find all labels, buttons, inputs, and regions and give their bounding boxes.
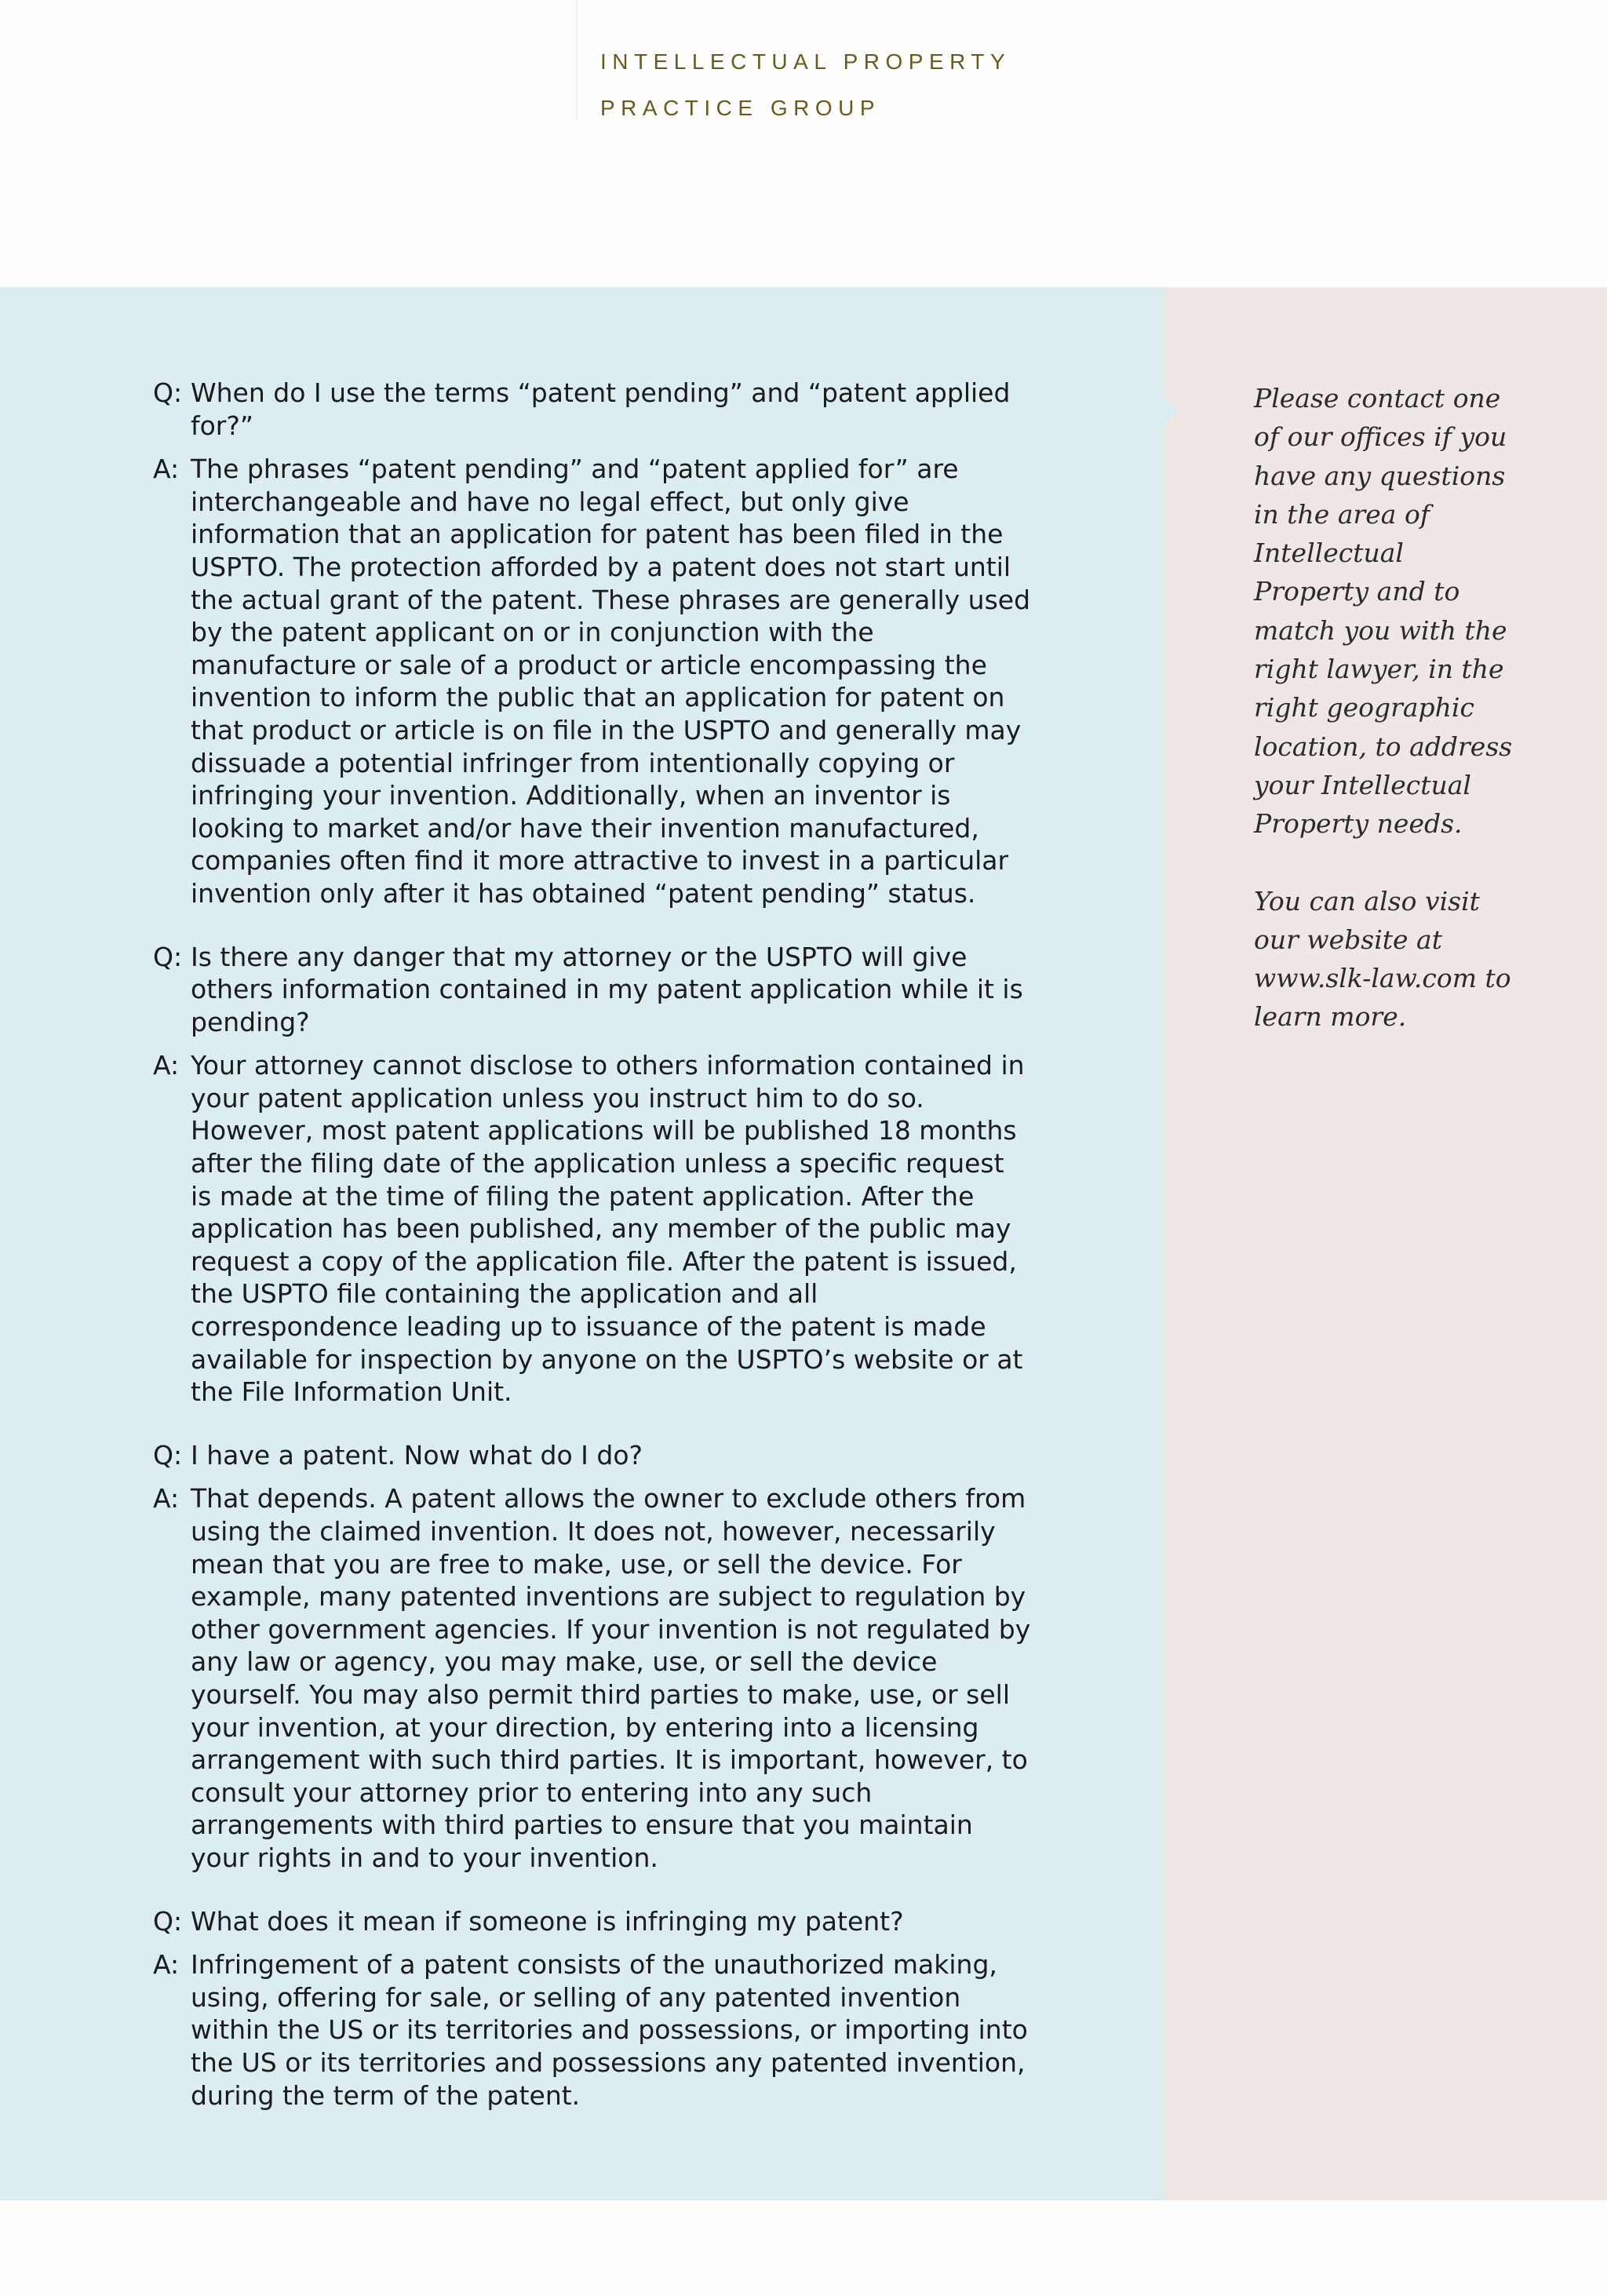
faq-question bbox=[153, 941, 1032, 1039]
answer-prefix: A: bbox=[153, 1949, 180, 1981]
sidebar-pointer bbox=[1164, 396, 1179, 425]
faq-item bbox=[153, 941, 1032, 1409]
faq-question bbox=[153, 1439, 1032, 1472]
answer-text: Your attorney cannot disclose to others information contained in your patent application unless you instruct him to do so. However, most patent applications will be published 18 months after the filing date of the application unless a specific request is made at the time of filing the patent application. After the application has been published, any member of the public may request a copy of the application file. After the patent is issued, the USPTO file containing the application and all correspondence leading up to issuance of the patent is made available for inspection by anyone on the USPTO’s website or at the File Information Unit. bbox=[191, 1050, 1025, 1408]
faq-question bbox=[153, 377, 1032, 442]
question-text: When do I use the terms “patent pending” and “patent applied for?” bbox=[191, 377, 1011, 441]
faq-answer bbox=[153, 1482, 1032, 1874]
answer-prefix: A: bbox=[153, 1050, 180, 1081]
header-line-2: PRACTICE GROUP bbox=[600, 96, 881, 120]
question-prefix: Q: bbox=[153, 1439, 183, 1471]
faq-item bbox=[153, 377, 1032, 910]
header-line-1: INTELLECTUAL PROPERTY bbox=[600, 49, 1011, 74]
question-prefix: Q: bbox=[153, 377, 183, 408]
sidebar-contact-text: Please contact one of our offices if you have any questions in the area of Intellectual Property and to match you with the right lawyer, in the right geographic location, to address your Intellectual Property needs. bbox=[1254, 383, 1513, 840]
sidebar-text bbox=[1254, 379, 1513, 1075]
question-text: I have a patent. Now what do I do? bbox=[191, 1439, 643, 1471]
answer-text: Infringement of a patent consists of the unauthorized making, using, offering for sale, or selling of any patented invention within the US or its territories and possessions, or importing into the US or its territories and possessions any patented invention, during the term of the patent. bbox=[191, 1949, 1028, 2111]
answer-text: That depends. A patent allows the owner to exclude others from using the claimed invention. It does not, however, necessarily mean that you are free to make, use, or sell the device. For example, many patented inventions are subject to regulation by other government agencies. If your invention is not regulated by any law or agency, you may make, use, or sell the device yourself. You may also permit third parties to make, use, or sell your invention, at your direction, by entering into a licensing arrangement with such third parties. It is important, however, to consult your attorney prior to entering into any such arrangements with third parties to ensure that you maintain your rights in and to your invention. bbox=[191, 1483, 1031, 1873]
question-prefix: Q: bbox=[153, 1905, 183, 1937]
sidebar-website-text: You can also visit our website at www.slk-law.com to learn more. bbox=[1254, 885, 1511, 1033]
header-divider bbox=[576, 0, 578, 119]
question-prefix: Q: bbox=[153, 941, 183, 972]
answer-text: The phrases “patent pending” and “patent applied for” are interchangeable and have no legal effect, but only give information that an application for patent has been filed in the USPTO. The protection afforded by a patent does not start until the actual grant of the patent. These phrases are generally used by the patent applicant on or in conjunction with the manufacture or sale of a product or article encompassing the invention to inform the public that an application for patent on that product or article is on file in the USPTO and generally may dissuade a potential infringer from intentionally copying or infringing your invention. Additionally, when an inventor is looking to market and/or have their invention manufactured, companies often find it more attractive to invest in a particular invention only after it has obtained “patent pending” status. bbox=[191, 454, 1031, 909]
faq-list bbox=[153, 377, 1032, 2142]
question-text: What does it mean if someone is infringing my patent? bbox=[191, 1905, 904, 1937]
faq-answer bbox=[153, 1948, 1032, 2112]
faq-answer bbox=[153, 1049, 1032, 1409]
faq-item bbox=[153, 1439, 1032, 1875]
answer-prefix: A: bbox=[153, 454, 180, 485]
faq-item bbox=[153, 1905, 1032, 2112]
question-text: Is there any danger that my attorney or the USPTO will give others information contained in my patent application while it is pending? bbox=[191, 941, 1023, 1037]
answer-prefix: A: bbox=[153, 1483, 180, 1514]
faq-answer bbox=[153, 453, 1032, 909]
faq-question bbox=[153, 1905, 1032, 1938]
